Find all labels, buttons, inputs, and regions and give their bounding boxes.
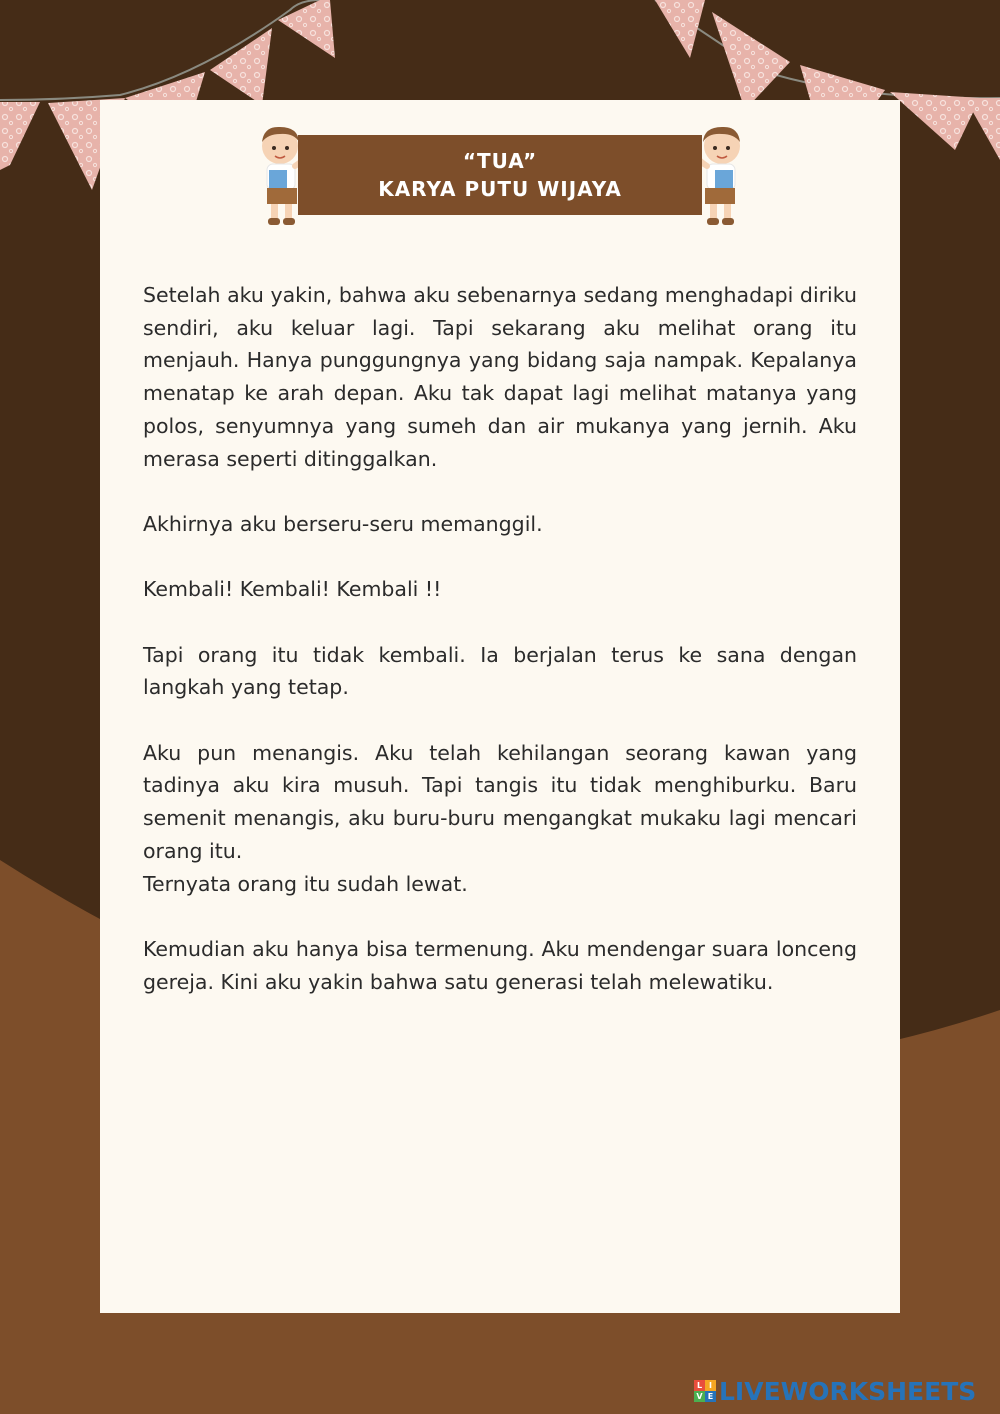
title-line-2: KARYA PUTU WIJAYA — [378, 177, 622, 201]
paragraph-4: Tapi orang itu tidak kembali. Ia berjalan terus ke sana dengan langkah yang tetap. — [143, 642, 857, 700]
liveworksheets-logo-icon: L I V E — [694, 1380, 716, 1402]
liveworksheets-brand[interactable] — [694, 1377, 976, 1405]
paragraph-6: Kemudian aku hanya bisa termenung. Aku mendengar suara lonceng gereja. Kini aku yakin bahwa satu generasi telah melewatiku. — [143, 936, 857, 994]
paragraph-1: Setelah aku yakin, bahwa aku sebenarnya sedang menghadapi diriku sendiri, aku keluar lagi. Tapi sekarang aku melihat orang itu menjauh. Hanya punggungnya yang bidang saja nampak. Kepalanya menatap ke arah depan. Aku tak dapat lagi melihat matanya yang polos, senyumnya yang sumeh dan air mukanya yang jernih. Aku merasa seperti ditinggalkan. — [143, 283, 857, 471]
story-text — [143, 279, 857, 1031]
paragraph-5: Aku pun menangis. Aku telah kehilangan seorang kawan yang tadinya aku kira musuh. Tapi tangis itu tidak menghiburku. Baru semenit menangis, aku buru-buru mengangkat mukaku lagi mencari orang itu. — [143, 740, 857, 863]
brand-text: LIVEWORKSHEETS — [719, 1376, 977, 1406]
paragraph-3: Kembali! Kembali! Kembali !! — [143, 577, 442, 602]
paragraph-2: Akhirnya aku berseru-seru memanggil. — [143, 511, 543, 536]
paragraph-5-group — [143, 737, 857, 901]
title-banner — [298, 135, 702, 215]
title-line-1: “TUA” — [462, 149, 538, 173]
paragraph-5-extra-line: Ternyata orang itu sudah lewat. — [143, 871, 468, 896]
